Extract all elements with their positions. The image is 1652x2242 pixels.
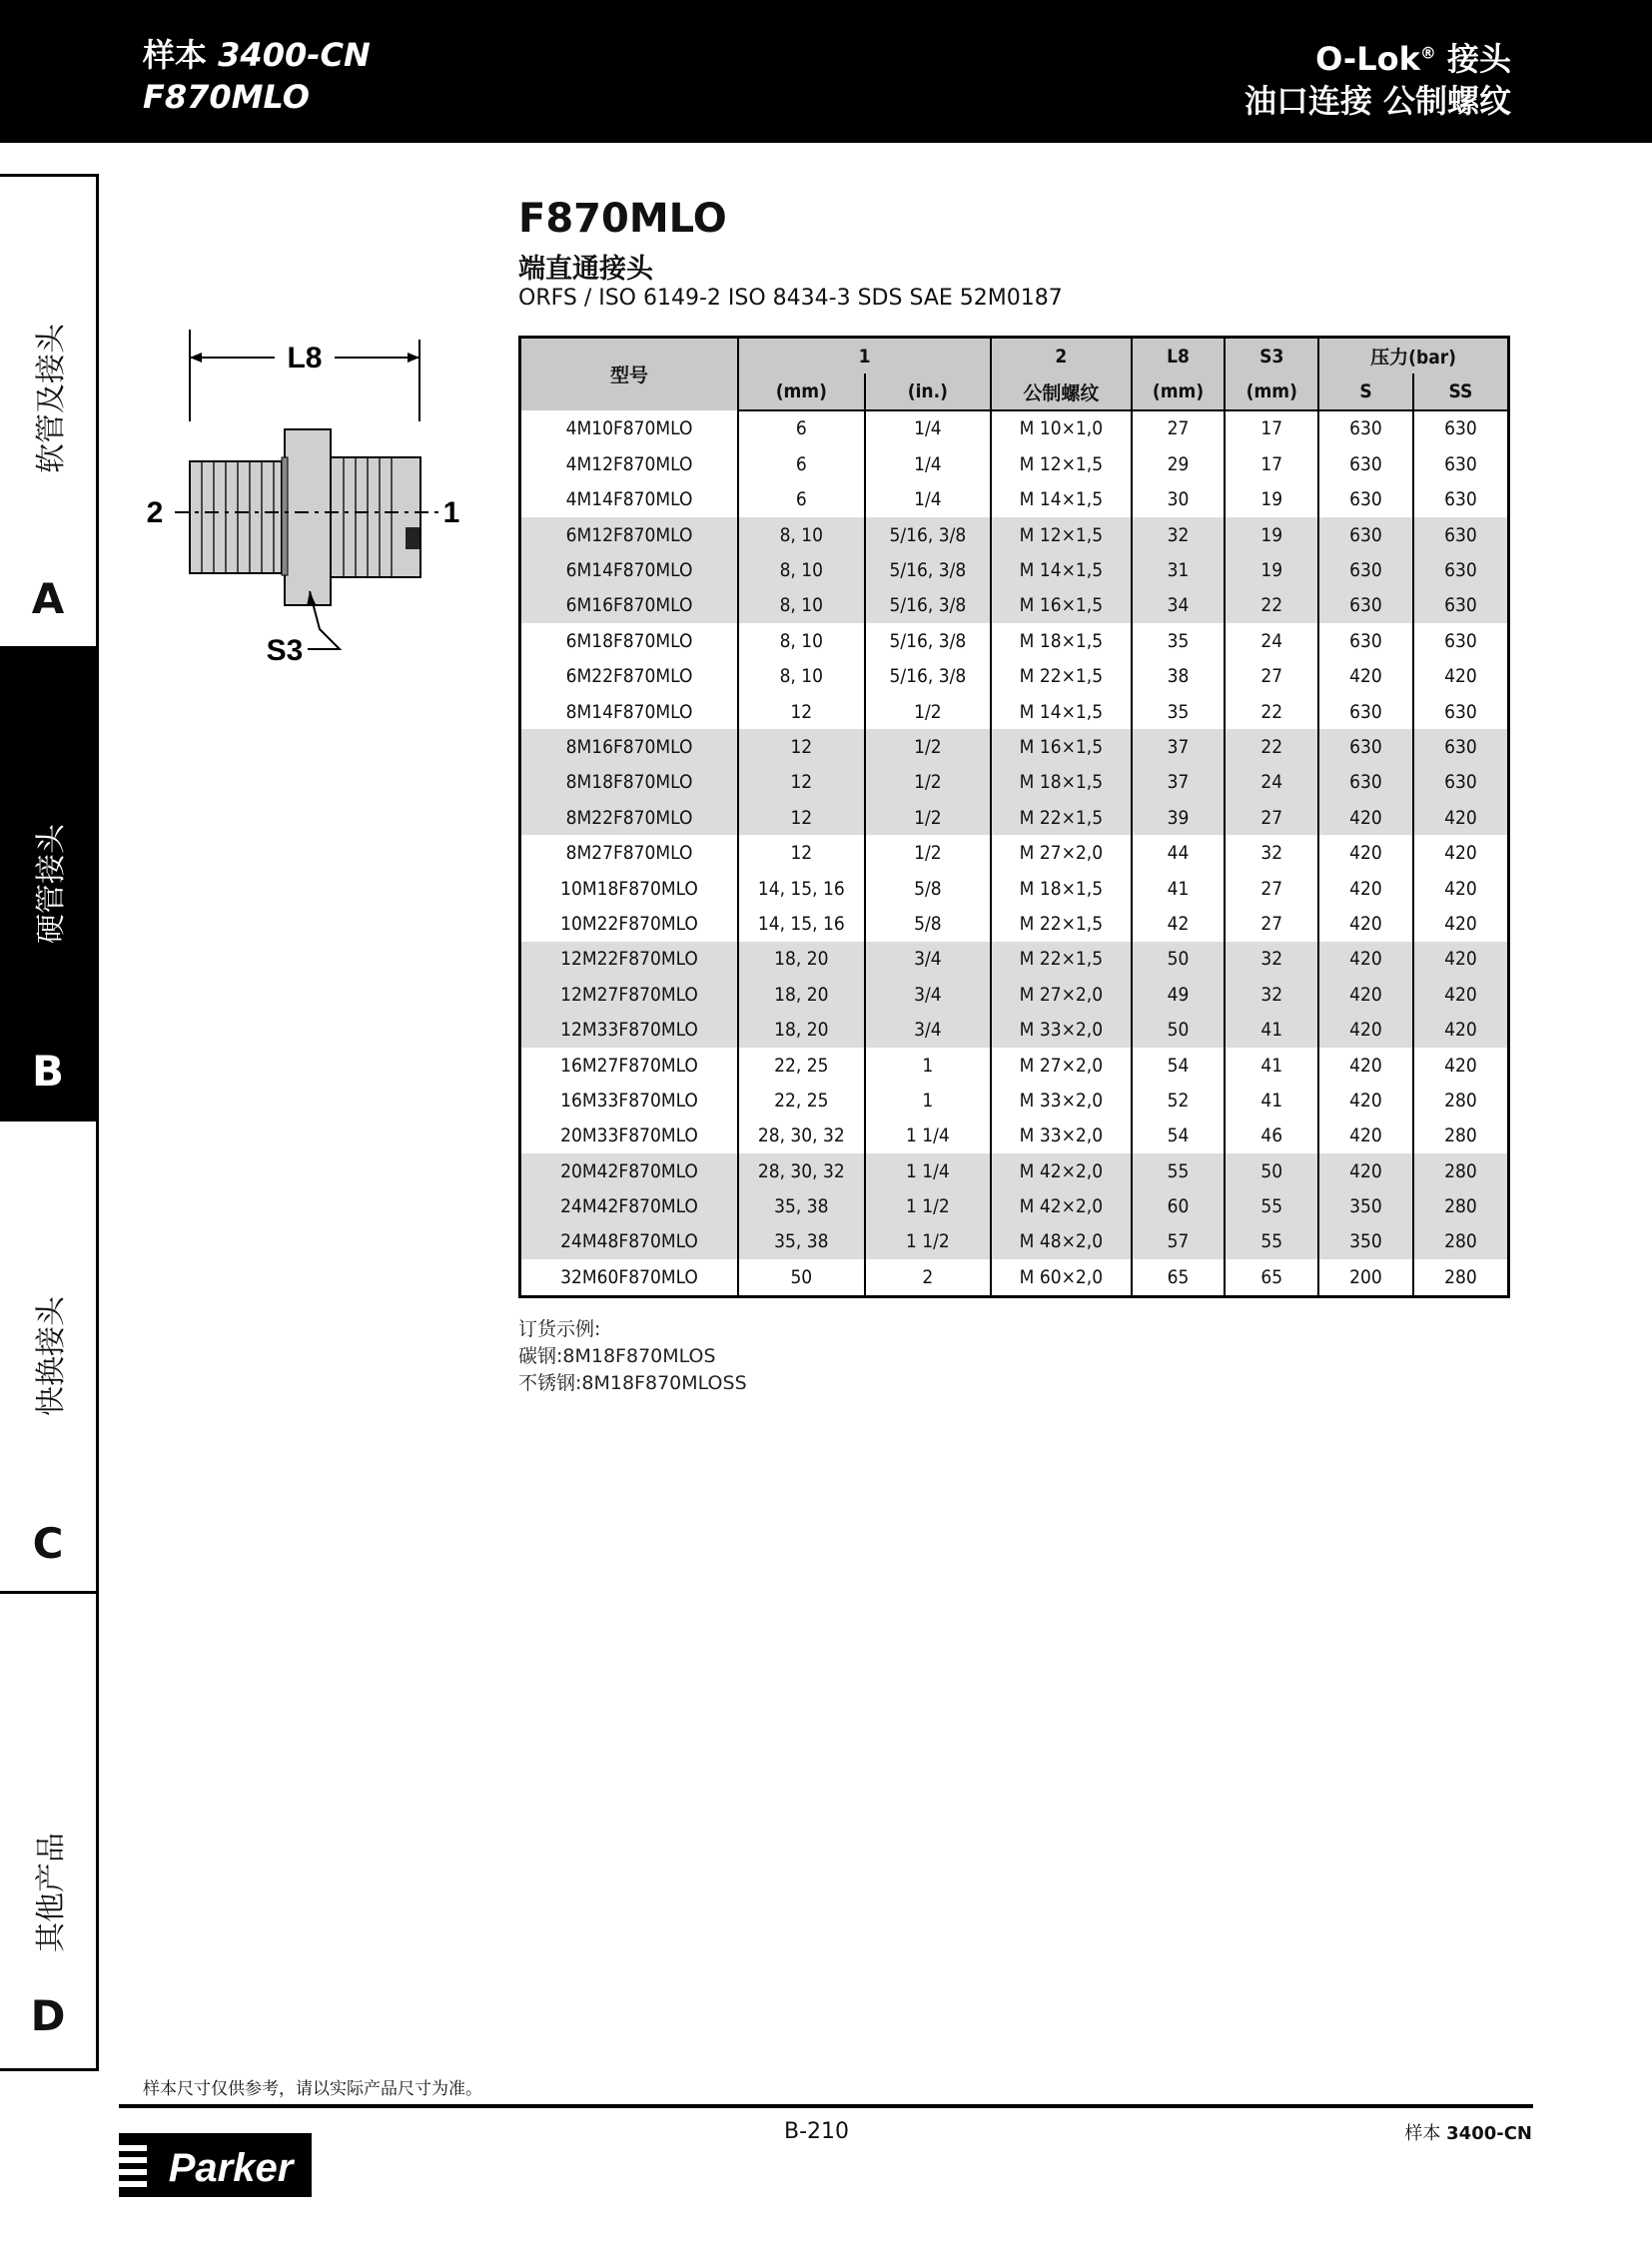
cell-model: 12M27F870MLO — [520, 977, 739, 1012]
table-row — [520, 977, 1509, 1012]
col-ss-header: SS — [1413, 374, 1509, 409]
col-s3-header: S3 — [1225, 338, 1318, 374]
cell-s3: 27 — [1225, 906, 1318, 941]
cell-model: 24M48F870MLO — [520, 1224, 739, 1259]
cell-pressure-s: 630 — [1318, 482, 1413, 517]
cell-tube-in: 1 1/4 — [865, 1119, 992, 1153]
product-standards: ORFS / ISO 6149-2 ISO 8434-3 SDS SAE 52M0187 — [518, 286, 1063, 311]
cell-s3: 32 — [1225, 835, 1318, 870]
cell-pressure-s: 420 — [1318, 1048, 1413, 1083]
cell-model: 16M27F870MLO — [520, 1048, 739, 1083]
order-example-stainless: 不锈钢:8M18F870MLOSS — [518, 1372, 747, 1394]
dim-l8-label: L8 — [287, 342, 323, 374]
cell-pressure-ss: 420 — [1413, 942, 1509, 977]
fitting-drawing — [130, 330, 469, 669]
part-code-header: F870MLO — [143, 78, 310, 116]
cell-tube-in: 5/16, 3/8 — [865, 517, 992, 552]
cell-tube-mm: 12 — [738, 800, 865, 835]
cell-tube-mm: 12 — [738, 729, 865, 764]
cell-s3: 24 — [1225, 623, 1318, 658]
cell-thread: M 18×1,5 — [991, 623, 1132, 658]
cell-thread: M 48×2,0 — [991, 1224, 1132, 1259]
cell-tube-mm: 28, 30, 32 — [738, 1153, 865, 1188]
spec-table — [518, 336, 1510, 1298]
cell-pressure-s: 420 — [1318, 659, 1413, 694]
cell-s3: 27 — [1225, 659, 1318, 694]
order-example — [518, 1316, 747, 1397]
cell-tube-in: 1/4 — [865, 446, 992, 481]
hex-s3-label: S3 — [266, 634, 304, 667]
cell-tube-mm: 8, 10 — [738, 517, 865, 552]
tab-d-letter: D — [30, 1991, 66, 2040]
page-header — [0, 0, 1652, 143]
cell-model: 4M12F870MLO — [520, 446, 739, 481]
cell-pressure-s: 630 — [1318, 446, 1413, 481]
table-row — [520, 659, 1509, 694]
cell-model: 4M10F870MLO — [520, 410, 739, 446]
cell-pressure-s: 630 — [1318, 410, 1413, 446]
cell-tube-mm: 12 — [738, 835, 865, 870]
cell-l8: 60 — [1132, 1188, 1226, 1223]
cell-thread: M 33×2,0 — [991, 1083, 1132, 1118]
table-row — [520, 588, 1509, 623]
cell-pressure-ss: 280 — [1413, 1119, 1509, 1153]
col-l8-header: L8 — [1132, 338, 1226, 374]
table-header-row — [520, 338, 1509, 374]
cell-tube-mm: 14, 15, 16 — [738, 906, 865, 941]
cell-thread: M 14×1,5 — [991, 552, 1132, 587]
cell-model: 6M16F870MLO — [520, 588, 739, 623]
tab-b[interactable] — [0, 649, 96, 1121]
cell-s3: 19 — [1225, 517, 1318, 552]
cell-pressure-ss: 420 — [1413, 871, 1509, 906]
tab-b-letter: B — [31, 1047, 64, 1096]
cell-l8: 50 — [1132, 1012, 1226, 1047]
table-row — [520, 446, 1509, 481]
cell-l8: 32 — [1132, 517, 1226, 552]
cell-pressure-s: 420 — [1318, 977, 1413, 1012]
cell-tube-mm: 14, 15, 16 — [738, 871, 865, 906]
cell-s3: 41 — [1225, 1012, 1318, 1047]
port-1-label: 1 — [442, 496, 460, 529]
product-subtitle: 端直通接头 — [518, 254, 653, 285]
cell-tube-in: 1/4 — [865, 482, 992, 517]
cell-tube-mm: 12 — [738, 765, 865, 800]
table-row — [520, 410, 1509, 446]
section-tabs — [0, 174, 99, 2071]
cell-pressure-s: 200 — [1318, 1259, 1413, 1296]
cell-pressure-s: 420 — [1318, 835, 1413, 870]
cell-tube-mm: 35, 38 — [738, 1224, 865, 1259]
cell-thread: M 22×1,5 — [991, 906, 1132, 941]
cell-tube-mm: 35, 38 — [738, 1188, 865, 1223]
cell-model: 8M27F870MLO — [520, 835, 739, 870]
cell-thread: M 12×1,5 — [991, 517, 1132, 552]
cell-pressure-ss: 420 — [1413, 1012, 1509, 1047]
table-row — [520, 729, 1509, 764]
cell-pressure-ss: 280 — [1413, 1259, 1509, 1296]
tab-d[interactable] — [0, 1594, 96, 2065]
table-row — [520, 1012, 1509, 1047]
cell-tube-in: 1/2 — [865, 800, 992, 835]
cell-s3: 27 — [1225, 871, 1318, 906]
cell-l8: 30 — [1132, 482, 1226, 517]
tab-a-letter: A — [31, 574, 65, 623]
tab-a[interactable] — [0, 177, 96, 649]
cell-pressure-s: 420 — [1318, 1012, 1413, 1047]
cell-thread: M 22×1,5 — [991, 659, 1132, 694]
cell-pressure-ss: 630 — [1413, 446, 1509, 481]
table-row — [520, 942, 1509, 977]
cell-tube-mm: 8, 10 — [738, 588, 865, 623]
col-thread-header: 公制螺纹 — [991, 374, 1132, 409]
table-row — [520, 694, 1509, 729]
cell-l8: 50 — [1132, 942, 1226, 977]
cell-tube-mm: 50 — [738, 1259, 865, 1296]
cell-s3: 32 — [1225, 977, 1318, 1012]
cell-model: 24M42F870MLO — [520, 1188, 739, 1223]
col-mm-header: (mm) — [738, 374, 865, 409]
cell-tube-mm: 6 — [738, 446, 865, 481]
footer-divider — [119, 2104, 1533, 2108]
table-row — [520, 1153, 1509, 1188]
cell-thread: M 16×1,5 — [991, 729, 1132, 764]
cell-pressure-ss: 280 — [1413, 1224, 1509, 1259]
cell-l8: 44 — [1132, 835, 1226, 870]
table-row — [520, 871, 1509, 906]
table-row — [520, 1119, 1509, 1153]
cell-pressure-ss: 280 — [1413, 1153, 1509, 1188]
cell-s3: 22 — [1225, 588, 1318, 623]
cell-s3: 17 — [1225, 410, 1318, 446]
cell-s3: 22 — [1225, 729, 1318, 764]
parker-logo-text: Parker — [168, 2146, 294, 2190]
cell-thread: M 42×2,0 — [991, 1153, 1132, 1188]
cell-model: 4M14F870MLO — [520, 482, 739, 517]
cell-model: 20M42F870MLO — [520, 1153, 739, 1188]
cell-pressure-ss: 630 — [1413, 694, 1509, 729]
table-row — [520, 765, 1509, 800]
cell-s3: 27 — [1225, 800, 1318, 835]
cell-tube-mm: 8, 10 — [738, 552, 865, 587]
cell-model: 12M22F870MLO — [520, 942, 739, 977]
cell-model: 12M33F870MLO — [520, 1012, 739, 1047]
cell-l8: 27 — [1132, 410, 1226, 446]
cell-tube-in: 1 — [865, 1083, 992, 1118]
cell-thread: M 33×2,0 — [991, 1119, 1132, 1153]
table-row — [520, 1259, 1509, 1296]
cell-thread: M 42×2,0 — [991, 1188, 1132, 1223]
cell-tube-in: 5/16, 3/8 — [865, 623, 992, 658]
tab-b-label: 硬管接头 — [34, 824, 69, 944]
cell-l8: 37 — [1132, 729, 1226, 764]
cell-tube-in: 3/4 — [865, 977, 992, 1012]
cell-pressure-s: 420 — [1318, 906, 1413, 941]
col-in-header: (in.) — [865, 374, 992, 409]
cell-tube-in: 2 — [865, 1259, 992, 1296]
cell-pressure-s: 350 — [1318, 1224, 1413, 1259]
table-row — [520, 906, 1509, 941]
cell-s3: 19 — [1225, 552, 1318, 587]
cell-tube-in: 1/2 — [865, 729, 992, 764]
cell-model: 6M22F870MLO — [520, 659, 739, 694]
cell-tube-in: 1/2 — [865, 835, 992, 870]
cell-s3: 24 — [1225, 765, 1318, 800]
table-row — [520, 623, 1509, 658]
cell-pressure-ss: 630 — [1413, 588, 1509, 623]
cell-pressure-s: 630 — [1318, 729, 1413, 764]
cell-l8: 54 — [1132, 1119, 1226, 1153]
cell-tube-mm: 18, 20 — [738, 942, 865, 977]
cell-tube-mm: 28, 30, 32 — [738, 1119, 865, 1153]
cell-thread: M 18×1,5 — [991, 871, 1132, 906]
cell-tube-in: 5/16, 3/8 — [865, 659, 992, 694]
cell-s3: 41 — [1225, 1083, 1318, 1118]
cell-pressure-ss: 630 — [1413, 517, 1509, 552]
cell-pressure-s: 420 — [1318, 1119, 1413, 1153]
cell-pressure-ss: 280 — [1413, 1188, 1509, 1223]
table-row — [520, 800, 1509, 835]
cell-tube-mm: 18, 20 — [738, 977, 865, 1012]
cell-model: 6M14F870MLO — [520, 552, 739, 587]
col-s-header: S — [1318, 374, 1413, 409]
parker-logo — [119, 2125, 312, 2197]
cell-pressure-ss: 630 — [1413, 482, 1509, 517]
cell-pressure-s: 630 — [1318, 623, 1413, 658]
page-number: B-210 — [784, 2119, 850, 2144]
cell-model: 8M22F870MLO — [520, 800, 739, 835]
cell-tube-mm: 6 — [738, 410, 865, 446]
cell-thread: M 22×1,5 — [991, 800, 1132, 835]
cell-thread: M 27×2,0 — [991, 1048, 1132, 1083]
cell-s3: 55 — [1225, 1224, 1318, 1259]
cell-tube-in: 1 1/2 — [865, 1188, 992, 1223]
cell-l8: 29 — [1132, 446, 1226, 481]
section-title: 油口连接 公制螺纹 — [1243, 82, 1511, 120]
cell-tube-mm: 8, 10 — [738, 659, 865, 694]
cell-l8: 49 — [1132, 977, 1226, 1012]
cell-pressure-ss: 630 — [1413, 623, 1509, 658]
cell-s3: 55 — [1225, 1188, 1318, 1223]
cell-s3: 22 — [1225, 694, 1318, 729]
cell-tube-in: 1 — [865, 1048, 992, 1083]
cell-pressure-s: 630 — [1318, 765, 1413, 800]
tab-c[interactable] — [0, 1121, 96, 1594]
cell-thread: M 10×1,0 — [991, 410, 1132, 446]
cell-thread: M 27×2,0 — [991, 977, 1132, 1012]
cell-pressure-ss: 630 — [1413, 410, 1509, 446]
cell-s3: 41 — [1225, 1048, 1318, 1083]
cell-pressure-ss: 420 — [1413, 659, 1509, 694]
cell-tube-in: 3/4 — [865, 942, 992, 977]
cell-pressure-ss: 630 — [1413, 765, 1509, 800]
cell-pressure-s: 420 — [1318, 1083, 1413, 1118]
cell-s3: 46 — [1225, 1119, 1318, 1153]
cell-pressure-ss: 630 — [1413, 552, 1509, 587]
cell-l8: 57 — [1132, 1224, 1226, 1259]
footer-note: 样本尺寸仅供参考，请以实际产品尺寸为准。 — [143, 2079, 482, 2099]
tab-a-label: 软管及接头 — [34, 324, 69, 473]
cell-s3: 65 — [1225, 1259, 1318, 1296]
cell-model: 8M16F870MLO — [520, 729, 739, 764]
cell-pressure-s: 420 — [1318, 871, 1413, 906]
col-model-header: 型号 — [520, 338, 739, 410]
cell-s3: 19 — [1225, 482, 1318, 517]
cell-pressure-s: 420 — [1318, 942, 1413, 977]
cell-l8: 38 — [1132, 659, 1226, 694]
cell-model: 20M33F870MLO — [520, 1119, 739, 1153]
cell-tube-mm: 22, 25 — [738, 1048, 865, 1083]
cell-tube-in: 5/16, 3/8 — [865, 588, 992, 623]
cell-pressure-s: 350 — [1318, 1188, 1413, 1223]
order-example-heading: 订货示例: — [518, 1318, 601, 1340]
cell-thread: M 60×2,0 — [991, 1259, 1132, 1296]
tab-d-label: 其他产品 — [34, 1833, 69, 1952]
table-row — [520, 1048, 1509, 1083]
cell-tube-in: 1 1/2 — [865, 1224, 992, 1259]
cell-tube-mm: 22, 25 — [738, 1083, 865, 1118]
cell-pressure-ss: 420 — [1413, 977, 1509, 1012]
col-pressure-header: 压力(bar) — [1318, 338, 1508, 374]
cell-tube-in: 5/16, 3/8 — [865, 552, 992, 587]
cell-pressure-s: 630 — [1318, 552, 1413, 587]
cell-l8: 65 — [1132, 1259, 1226, 1296]
cell-pressure-ss: 420 — [1413, 835, 1509, 870]
cell-tube-in: 1/4 — [865, 410, 992, 446]
cell-tube-in: 5/8 — [865, 906, 992, 941]
tab-c-label: 快换接头 — [34, 1296, 69, 1416]
col-s3-unit: (mm) — [1225, 374, 1318, 409]
cell-tube-in: 1/2 — [865, 765, 992, 800]
tab-c-letter: C — [32, 1519, 64, 1568]
cell-thread: M 14×1,5 — [991, 482, 1132, 517]
cell-model: 10M18F870MLO — [520, 871, 739, 906]
port-2-label: 2 — [146, 496, 164, 529]
cell-l8: 35 — [1132, 694, 1226, 729]
footer-catalog: 样本 3400-CN — [1404, 2123, 1532, 2144]
cell-model: 8M14F870MLO — [520, 694, 739, 729]
cell-tube-mm: 12 — [738, 694, 865, 729]
cell-s3: 17 — [1225, 446, 1318, 481]
col-l8-unit: (mm) — [1132, 374, 1226, 409]
cell-model: 6M18F870MLO — [520, 623, 739, 658]
cell-tube-mm: 18, 20 — [738, 1012, 865, 1047]
cell-model: 32M60F870MLO — [520, 1259, 739, 1296]
cell-thread: M 16×1,5 — [991, 588, 1132, 623]
cell-s3: 50 — [1225, 1153, 1318, 1188]
table-row — [520, 1224, 1509, 1259]
cell-pressure-s: 630 — [1318, 517, 1413, 552]
cell-pressure-s: 630 — [1318, 694, 1413, 729]
table-row — [520, 1188, 1509, 1223]
cell-thread: M 14×1,5 — [991, 694, 1132, 729]
cell-model: 10M22F870MLO — [520, 906, 739, 941]
cell-tube-in: 1/2 — [865, 694, 992, 729]
cell-tube-mm: 8, 10 — [738, 623, 865, 658]
cell-thread: M 33×2,0 — [991, 1012, 1132, 1047]
cell-pressure-ss: 280 — [1413, 1083, 1509, 1118]
table-row — [520, 482, 1509, 517]
table-row — [520, 552, 1509, 587]
col-1-header: 1 — [738, 338, 991, 374]
cell-l8: 39 — [1132, 800, 1226, 835]
cell-l8: 54 — [1132, 1048, 1226, 1083]
cell-model: 6M12F870MLO — [520, 517, 739, 552]
cell-l8: 31 — [1132, 552, 1226, 587]
order-example-carbon: 碳钢:8M18F870MLOS — [518, 1345, 716, 1367]
cell-pressure-ss: 630 — [1413, 729, 1509, 764]
product-title: F870MLO — [518, 196, 727, 242]
cell-tube-mm: 6 — [738, 482, 865, 517]
table-row — [520, 517, 1509, 552]
cell-l8: 35 — [1132, 623, 1226, 658]
catalog-title: 样本 3400-CN — [143, 36, 371, 74]
cell-l8: 55 — [1132, 1153, 1226, 1188]
cell-pressure-ss: 420 — [1413, 1048, 1509, 1083]
table-row — [520, 835, 1509, 870]
cell-tube-in: 3/4 — [865, 1012, 992, 1047]
series-title: O-Lok® 接头 — [1315, 40, 1511, 78]
cell-l8: 41 — [1132, 871, 1226, 906]
cell-thread: M 12×1,5 — [991, 446, 1132, 481]
cell-pressure-ss: 420 — [1413, 906, 1509, 941]
cell-pressure-ss: 420 — [1413, 800, 1509, 835]
cell-l8: 37 — [1132, 765, 1226, 800]
cell-l8: 42 — [1132, 906, 1226, 941]
cell-pressure-s: 420 — [1318, 1153, 1413, 1188]
cell-pressure-s: 420 — [1318, 800, 1413, 835]
cell-thread: M 27×2,0 — [991, 835, 1132, 870]
col-2-header: 2 — [991, 338, 1132, 374]
cell-s3: 32 — [1225, 942, 1318, 977]
cell-pressure-s: 630 — [1318, 588, 1413, 623]
cell-tube-in: 5/8 — [865, 871, 992, 906]
cell-l8: 34 — [1132, 588, 1226, 623]
cell-model: 16M33F870MLO — [520, 1083, 739, 1118]
table-row — [520, 1083, 1509, 1118]
cell-tube-in: 1 1/4 — [865, 1153, 992, 1188]
cell-model: 8M18F870MLO — [520, 765, 739, 800]
cell-thread: M 22×1,5 — [991, 942, 1132, 977]
cell-l8: 52 — [1132, 1083, 1226, 1118]
cell-thread: M 18×1,5 — [991, 765, 1132, 800]
